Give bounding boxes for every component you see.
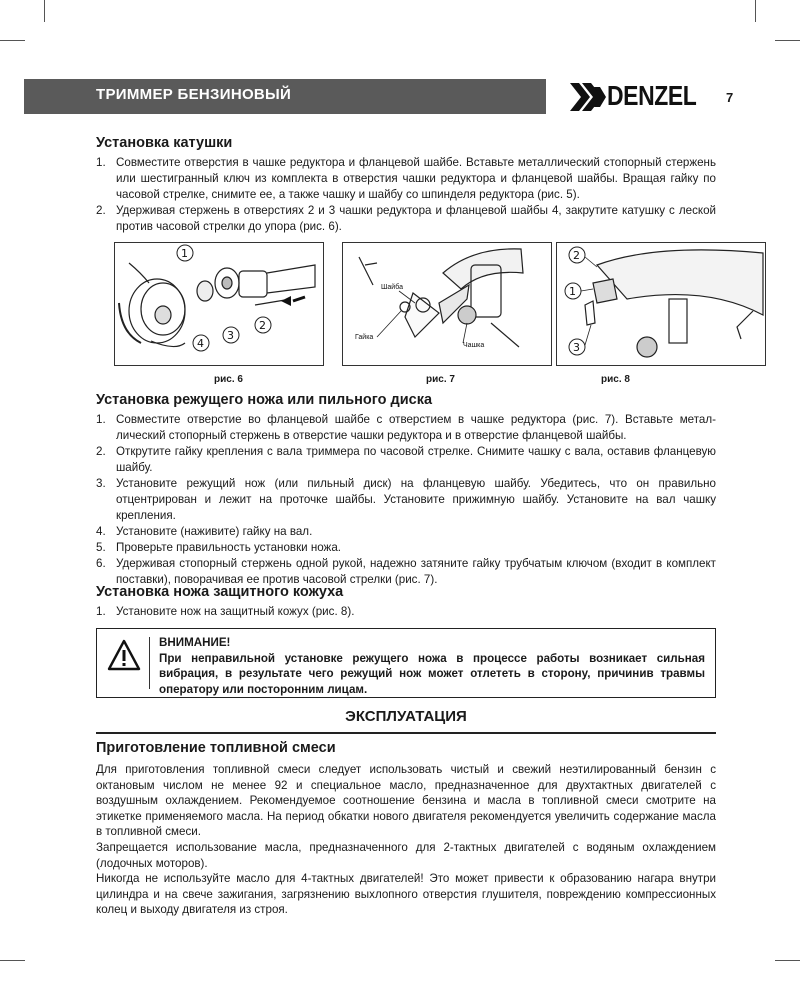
warning-divider	[149, 637, 150, 689]
fig8-label: 2	[573, 249, 580, 262]
crop-mark	[775, 960, 800, 961]
figure-6	[114, 242, 324, 366]
crop-mark	[0, 40, 25, 41]
section-spool	[96, 135, 716, 235]
warning-title: ВНИМАНИЕ!	[159, 636, 231, 649]
header-title: ТРИММЕР БЕНЗИНОВЫЙ	[96, 86, 292, 103]
section-heading: Установка катушки	[96, 135, 233, 151]
guard-illustration	[557, 243, 765, 365]
section-title-operation: ЭКСПЛУАТАЦИЯ	[345, 708, 467, 725]
section-fuel	[96, 740, 716, 918]
fig7-label: Чашка	[463, 342, 485, 349]
warning-icon	[107, 639, 141, 671]
section-heading: Установка режущего ножа или пильного диска	[96, 392, 433, 408]
fig6-label: 2	[259, 319, 266, 332]
figure-8	[556, 242, 766, 366]
blade-illustration	[343, 243, 551, 365]
figure-caption: рис. 8	[601, 374, 630, 385]
fig6-label: 1	[181, 247, 188, 260]
fig7-label: Шайба	[381, 284, 403, 291]
paragraph: Запрещается использование масла, предназначенного для 2-тактных двигателей с водяным охлаждением (лодочных моторов).	[96, 840, 716, 870]
list-item: 4. Установите (наживите) гайку на вал.	[96, 525, 313, 538]
crop-mark	[44, 0, 45, 22]
list-item: 1. Совместите отверстия в чашке редуктора и фланцевой шайбе. Вставьте металлический стопорный стержень или шестигранный ключ из комплекта в отверстия чашки редуктора и фланцевой шайбы. Вращая гайку по часовой стрелке, снимите ее, а также чашку и шайбу со шпинделя редуктора (рис. 5).	[96, 156, 716, 201]
blade-steps	[96, 412, 716, 588]
page-number: 7	[726, 90, 734, 105]
warning-box	[96, 628, 716, 698]
warning-body: При неправильной установке режущего ножа в процессе работы возникает сильная вибрация, в результате чего режущий нож может отлететь в сторону, причинив травмы оператору или посторонним лицам.	[159, 651, 705, 696]
figure-caption: рис. 6	[214, 374, 243, 385]
crop-mark	[775, 40, 800, 41]
fig8-label: 1	[569, 285, 576, 298]
list-item: 1. Установите нож на защитный кожух (рис. 8).	[96, 605, 355, 618]
figure-caption: рис. 7	[426, 374, 455, 385]
list-item: 6. Удерживая стопорный стержень одной рукой, надежно затяните гайку трубчатым ключом (входит в комплект поставки), поворачивая ее против часовой стрелки (рис. 7).	[96, 557, 716, 586]
list-item: 2. Удерживая стержень в отверстиях 2 и 3 чашки редуктора и фланцевой шайбы 4, закрутите катушку с леской против часовой стрелки до упора (рис. 6).	[96, 204, 716, 233]
section-heading: Приготовление топливной смеси	[96, 740, 336, 756]
spool-illustration	[115, 243, 323, 365]
section-guard	[96, 584, 716, 620]
paragraph: Никогда не используйте масло для 4-тактных двигателей! Это может привести к образованию нагара внутри цилиндра и на свече зажигания, загрязнению выхлопного отверстия глушителя, повреждению компрессионных колец и выходу двигателя из строя.	[96, 872, 716, 917]
section-divider	[96, 732, 716, 734]
spool-steps	[96, 155, 716, 235]
fig8-label: 3	[573, 341, 580, 354]
crop-mark	[0, 960, 25, 961]
brand-name: DENZEL	[607, 80, 697, 111]
warning-text	[159, 635, 705, 697]
list-item: 2. Открутите гайку крепления с вала триммера по часовой стрелке. Снимите чашку с вала, оставив фланцевую шайбу.	[96, 445, 716, 474]
list-item: 1. Совместите отверстие во фланцевой шайбе с отверстием в чашке редуктора (рис. 7). Вставьте металлический стопорный стержень в отверстие чашки редуктора и в отверстие фланцевой шайбы.	[96, 413, 716, 442]
guard-steps	[96, 604, 716, 620]
section-blade	[96, 392, 716, 588]
fig6-label: 3	[227, 329, 234, 342]
fig6-label: 4	[197, 337, 204, 350]
crop-mark	[755, 0, 756, 22]
figure-7	[342, 242, 552, 366]
list-item: 5. Проверьте правильность установки ножа.	[96, 541, 341, 554]
paragraph: Для приготовления топливной смеси следует использовать чистый и свежий неэтилированный бензин с октановым числом не менее 92 и специальное масло, предназначенное для двухтактных двигателей с воздушным охлаждением. Рекомендуемое соотношение бензина и масла в топливной смеси смотрите на этикетке применяемого масла. На период обкатки нового двигателя рекомендуется увеличить содержание масла в топливной смеси.	[96, 763, 716, 839]
fig7-label: Гайка	[355, 334, 374, 341]
section-heading: Установка ножа защитного кожуха	[96, 584, 344, 600]
list-item: 3. Установите режущий нож (или пильный диск) на фланцевую шайбу. Убедитесь, что он правильно отцентрирован и лежит на проточке шайбы. Установите прижимную шайбу. Установите на вал чашку крепления.	[96, 477, 716, 522]
